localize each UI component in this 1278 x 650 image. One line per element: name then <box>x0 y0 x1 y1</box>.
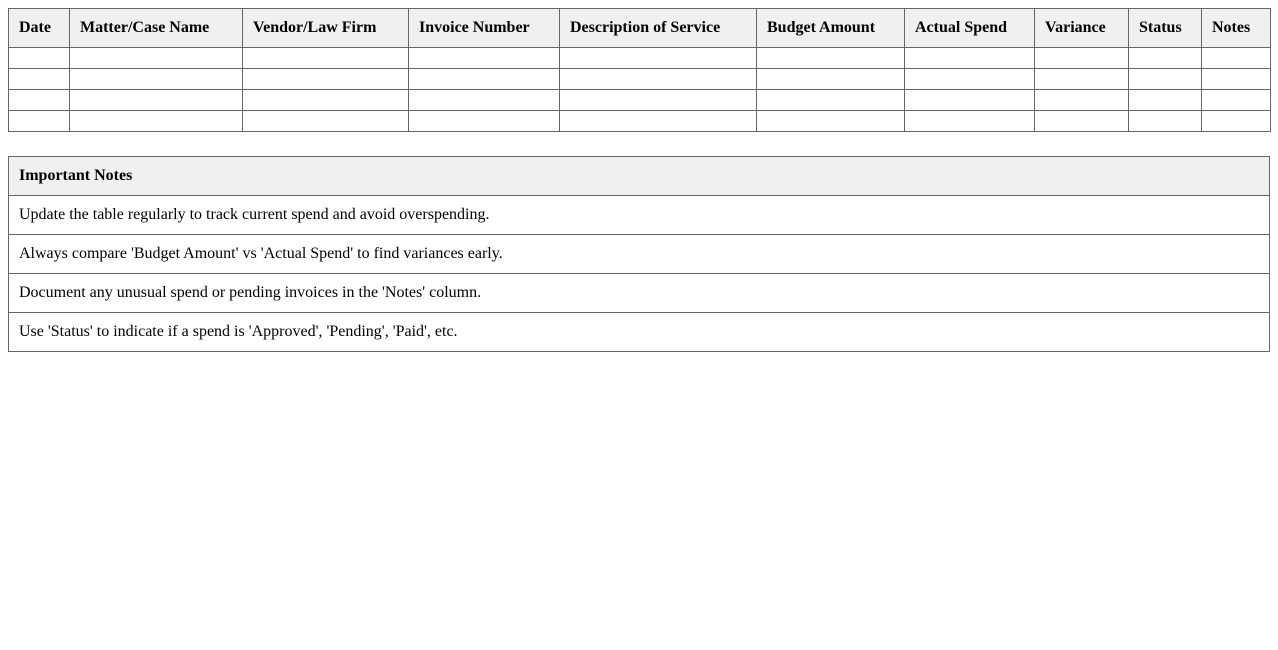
table-cell[interactable] <box>70 111 243 132</box>
table-cell[interactable] <box>560 69 757 90</box>
table-cell[interactable] <box>9 69 70 90</box>
table-cell[interactable] <box>409 111 560 132</box>
important-notes-table <box>8 156 1270 352</box>
table-cell[interactable] <box>1129 111 1202 132</box>
notes-header-row <box>9 157 1270 196</box>
column-header-vendor-law-firm: Vendor/Law Firm <box>243 9 409 48</box>
table-cell[interactable] <box>243 48 409 69</box>
table-cell[interactable] <box>70 90 243 111</box>
note-item: Document any unusual spend or pending invoices in the 'Notes' column. <box>9 274 1270 313</box>
note-row <box>9 235 1270 274</box>
table-cell[interactable] <box>1129 90 1202 111</box>
note-item: Use 'Status' to indicate if a spend is 'Approved', 'Pending', 'Paid', etc. <box>9 313 1270 352</box>
table-cell[interactable] <box>905 48 1035 69</box>
note-item: Update the table regularly to track current spend and avoid overspending. <box>9 196 1270 235</box>
table-cell[interactable] <box>1035 111 1129 132</box>
table-cell[interactable] <box>1035 48 1129 69</box>
table-cell[interactable] <box>1202 111 1271 132</box>
table-cell[interactable] <box>243 69 409 90</box>
spend-tracking-table <box>8 8 1271 132</box>
table-cell[interactable] <box>1129 48 1202 69</box>
column-header-budget-amount: Budget Amount <box>757 9 905 48</box>
table-cell[interactable] <box>243 90 409 111</box>
table-row <box>9 69 1271 90</box>
table-cell[interactable] <box>70 48 243 69</box>
column-header-actual-spend: Actual Spend <box>905 9 1035 48</box>
table-cell[interactable] <box>9 111 70 132</box>
table-cell[interactable] <box>905 69 1035 90</box>
table-cell[interactable] <box>9 48 70 69</box>
column-header-matter-case-name: Matter/Case Name <box>70 9 243 48</box>
note-row <box>9 196 1270 235</box>
table-cell[interactable] <box>560 111 757 132</box>
table-row <box>9 48 1271 69</box>
table-cell[interactable] <box>905 90 1035 111</box>
column-header-status: Status <box>1129 9 1202 48</box>
table-cell[interactable] <box>757 69 905 90</box>
note-row <box>9 274 1270 313</box>
table-cell[interactable] <box>1129 69 1202 90</box>
column-header-variance: Variance <box>1035 9 1129 48</box>
table-cell[interactable] <box>757 90 905 111</box>
table-cell[interactable] <box>409 48 560 69</box>
table-cell[interactable] <box>905 111 1035 132</box>
column-header-date: Date <box>9 9 70 48</box>
table-cell[interactable] <box>560 90 757 111</box>
table-cell[interactable] <box>757 48 905 69</box>
table-cell[interactable] <box>1035 69 1129 90</box>
table-row <box>9 111 1271 132</box>
table-cell[interactable] <box>560 48 757 69</box>
table-cell[interactable] <box>1035 90 1129 111</box>
table-cell[interactable] <box>243 111 409 132</box>
table-row <box>9 90 1271 111</box>
table-cell[interactable] <box>1202 48 1271 69</box>
table-cell[interactable] <box>1202 90 1271 111</box>
table-cell[interactable] <box>757 111 905 132</box>
table-cell[interactable] <box>1202 69 1271 90</box>
table-cell[interactable] <box>409 90 560 111</box>
column-header-invoice-number: Invoice Number <box>409 9 560 48</box>
header-row <box>9 9 1271 48</box>
table-cell[interactable] <box>409 69 560 90</box>
table-cell[interactable] <box>9 90 70 111</box>
note-row <box>9 313 1270 352</box>
column-header-description-of-service: Description of Service <box>560 9 757 48</box>
note-item: Always compare 'Budget Amount' vs 'Actual Spend' to find variances early. <box>9 235 1270 274</box>
notes-title: Important Notes <box>9 157 1270 196</box>
table-cell[interactable] <box>70 69 243 90</box>
column-header-notes: Notes <box>1202 9 1271 48</box>
